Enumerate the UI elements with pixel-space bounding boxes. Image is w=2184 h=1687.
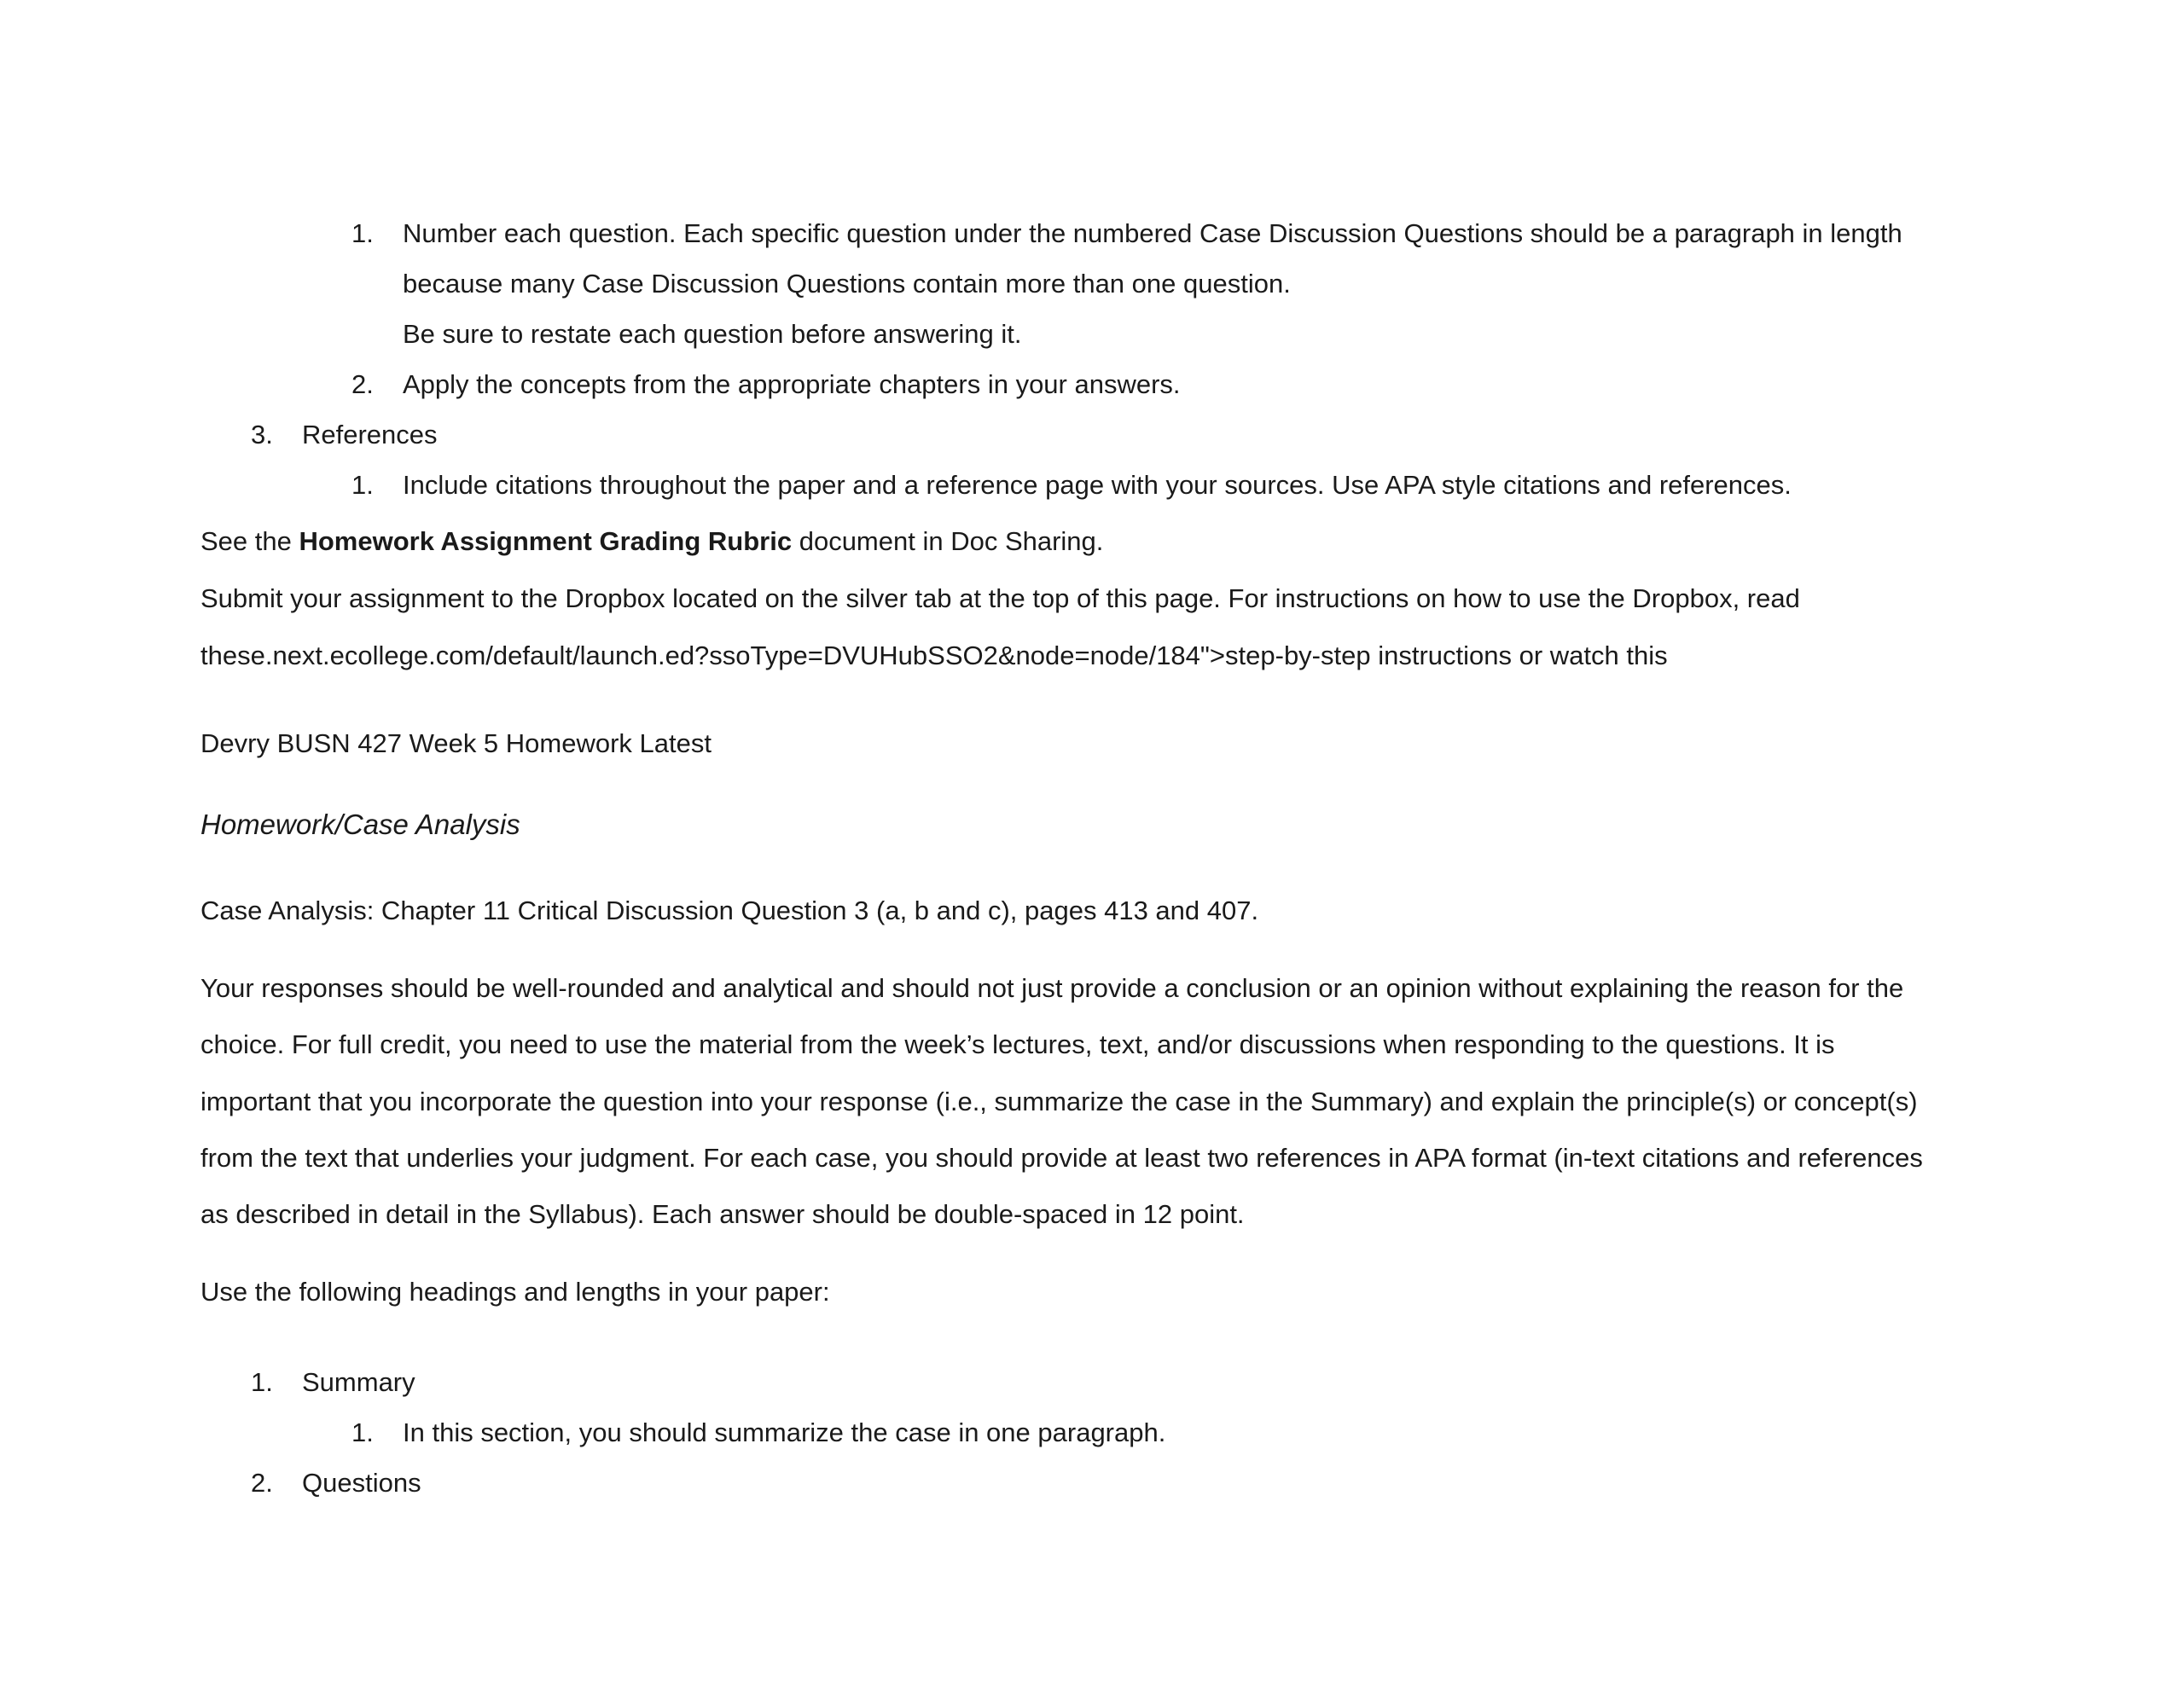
list-item-questions: Questions xyxy=(302,1468,421,1498)
rubric-title: Homework Assignment Grading Rubric xyxy=(299,526,793,556)
rubric-note xyxy=(200,528,1103,554)
paragraph-line: Your responses should be well-rounded and analytical and should not just provide a conclusion or an opinion without explaining the reason for the xyxy=(200,973,1904,1003)
list-number: 1. xyxy=(351,470,374,500)
list-item-summary: Summary xyxy=(302,1367,415,1397)
list-item-text: In this section, you should summarize the case in one paragraph. xyxy=(403,1417,1166,1447)
list-item-text: Include citations throughout the paper and a reference page with your sources. Use APA style citations and references. xyxy=(403,470,1792,500)
list-number: 2. xyxy=(351,369,374,399)
list-item-text: Apply the concepts from the appropriate chapters in your answers. xyxy=(403,369,1181,399)
list-item-text-continued: Be sure to restate each question before answering it. xyxy=(403,319,1022,349)
submit-instructions: Submit your assignment to the Dropbox located on the silver tab at the top of this page. For instructions on how to use the Dropbox, read xyxy=(200,583,1800,613)
headings-intro: Use the following headings and lengths in your paper: xyxy=(200,1277,830,1307)
list-number: 1. xyxy=(351,1417,374,1447)
rubric-note-suffix: document in Doc Sharing. xyxy=(792,526,1104,556)
section-heading: Homework/Case Analysis xyxy=(200,809,520,840)
rubric-note-prefix: See the xyxy=(200,526,299,556)
paragraph-line: from the text that underlies your judgment. For each case, you should provide at least two references in APA format (in-text citations and references xyxy=(200,1143,1923,1173)
list-number: 3. xyxy=(251,420,273,449)
paragraph-line: as described in detail in the Syllabus). Each answer should be double-spaced in 12 point. xyxy=(200,1199,1245,1229)
submit-instructions-link: these.next.ecollege.com/default/launch.ed?ssoType=DVUHubSSO2&node=node/184">step-by-step instructions or watch this xyxy=(200,641,1668,670)
case-analysis-line: Case Analysis: Chapter 11 Critical Discussion Question 3 (a, b and c), pages 413 and 407. xyxy=(200,896,1259,925)
paragraph-line: important that you incorporate the question into your response (i.e., summarize the case in the Summary) and explain the principle(s) or concept(s) xyxy=(200,1087,1918,1116)
list-item-references: References xyxy=(302,420,438,449)
list-item-text-continued: because many Case Discussion Questions contain more than one question. xyxy=(403,269,1291,299)
list-item-text: Number each question. Each specific question under the numbered Case Discussion Questions should be a paragraph in length xyxy=(403,218,1902,248)
paragraph-line: choice. For full credit, you need to use the material from the week’s lectures, text, and/or discussions when responding to the questions. It is xyxy=(200,1029,1835,1059)
list-number: 1. xyxy=(351,218,374,248)
document-title: Devry BUSN 427 Week 5 Homework Latest xyxy=(200,728,712,758)
list-number: 1. xyxy=(251,1367,273,1397)
list-number: 2. xyxy=(251,1468,273,1498)
